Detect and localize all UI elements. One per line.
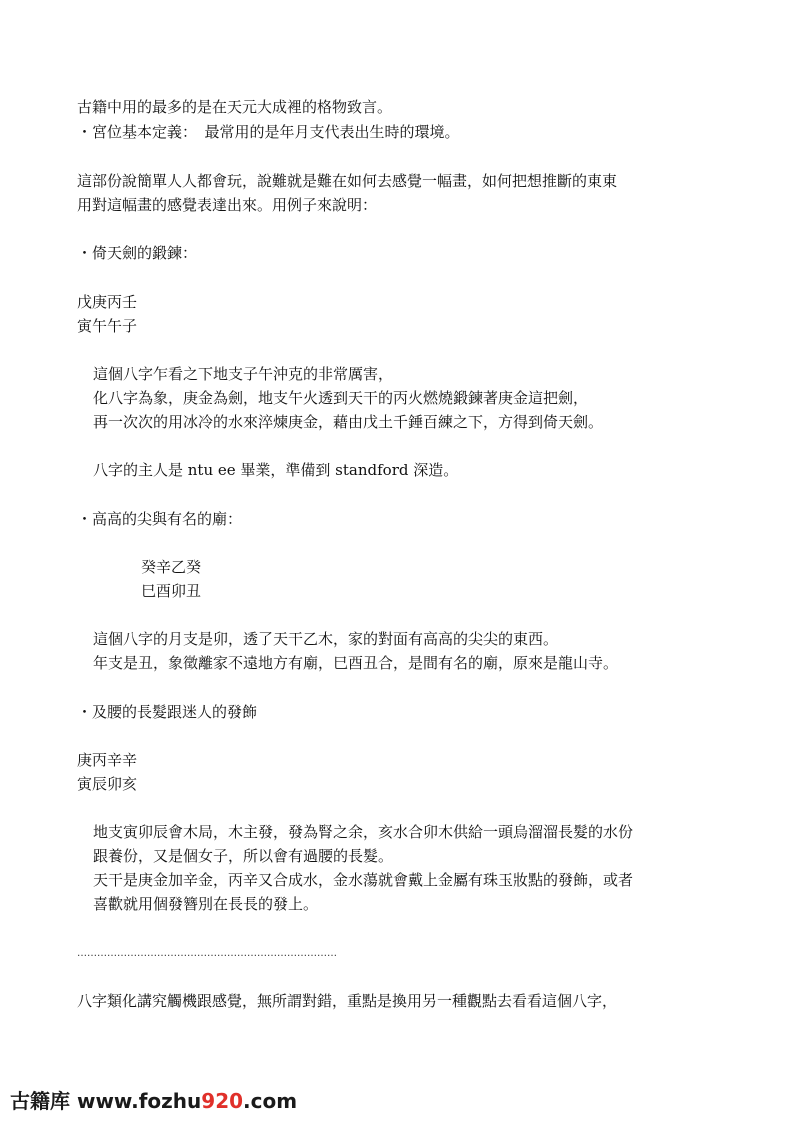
- text-line: 地支寅卯辰會木局，木主發，發為腎之余，亥水合卯木供給一頭烏溜溜長髮的水份: [93, 823, 634, 841]
- footer-watermark: [10, 1088, 297, 1114]
- text-line: 這部份說簡單人人都會玩，說難就是難在如何去感覺一幅畫，如何把想推斷的東東: [77, 172, 618, 190]
- dotted-separator: ……………………………………………………………………: [77, 948, 337, 959]
- bazi-branches: 巳酉卯丑: [141, 582, 202, 600]
- text-line: 跟養份，又是個女子，所以會有過腰的長髮。: [93, 847, 394, 865]
- text-line: 這個八字乍看之下地支子午沖克的非常厲害，: [93, 365, 394, 383]
- bazi-branches: 寅午午子: [77, 317, 138, 335]
- section-heading: ・倚天劍的鍛鍊：: [77, 244, 198, 262]
- text-line: 化八字為象，庚金為劍，地支午火透到天干的丙火燃燒鍛鍊著庚金這把劍，: [93, 389, 589, 407]
- text-line: 喜歡就用個發簪別在長長的發上。: [93, 895, 319, 913]
- text-line: 八字類化講究觸機跟感覺，無所謂對錯，重點是換用另一種觀點去看看這個八字，: [77, 992, 618, 1010]
- text-line: 古籍中用的最多的是在天元大成裡的格物致言。: [77, 98, 393, 116]
- bazi-stems: 戊庚丙壬: [77, 293, 138, 311]
- text-line: 再一次次的用冰冷的水來淬煉庚金，藉由戊土千錘百練之下，方得到倚天劍。: [93, 413, 604, 431]
- footer-url-number: 920: [201, 1089, 244, 1113]
- text-line: 八字的主人是 ntu ee 畢業，準備到 standford 深造。: [93, 461, 459, 479]
- text-line: 天干是庚金加辛金，丙辛又合成水，金水蕩就會戴上金屬有珠玉妝點的發飾，或者: [93, 871, 634, 889]
- section-heading: ・高高的尖與有名的廟：: [77, 510, 243, 528]
- section-heading: ・及腰的長髮跟迷人的發飾: [77, 703, 258, 721]
- bazi-branches: 寅辰卯亥: [77, 775, 138, 793]
- text-line: 這個八字的月支是卯，透了天干乙木，家的對面有高高的尖尖的東西。: [93, 630, 559, 648]
- bazi-stems: 庚丙辛辛: [77, 751, 138, 769]
- footer-brand: 古籍库: [10, 1089, 70, 1113]
- text-line: 年支是丑，象徵離家不遠地方有廟，巳酉丑合，是間有名的廟，原來是龍山寺。: [93, 654, 619, 672]
- text-line: 用對這幅畫的感覺表達出來。用例子來說明：: [77, 196, 378, 214]
- bazi-stems: 癸辛乙癸: [141, 558, 202, 576]
- text-line: ・宮位基本定義： 最常用的是年月支代表出生時的環境。: [77, 123, 460, 141]
- footer-url-suffix: .com: [243, 1089, 298, 1113]
- footer-url-prefix: www.fozhu: [76, 1089, 202, 1113]
